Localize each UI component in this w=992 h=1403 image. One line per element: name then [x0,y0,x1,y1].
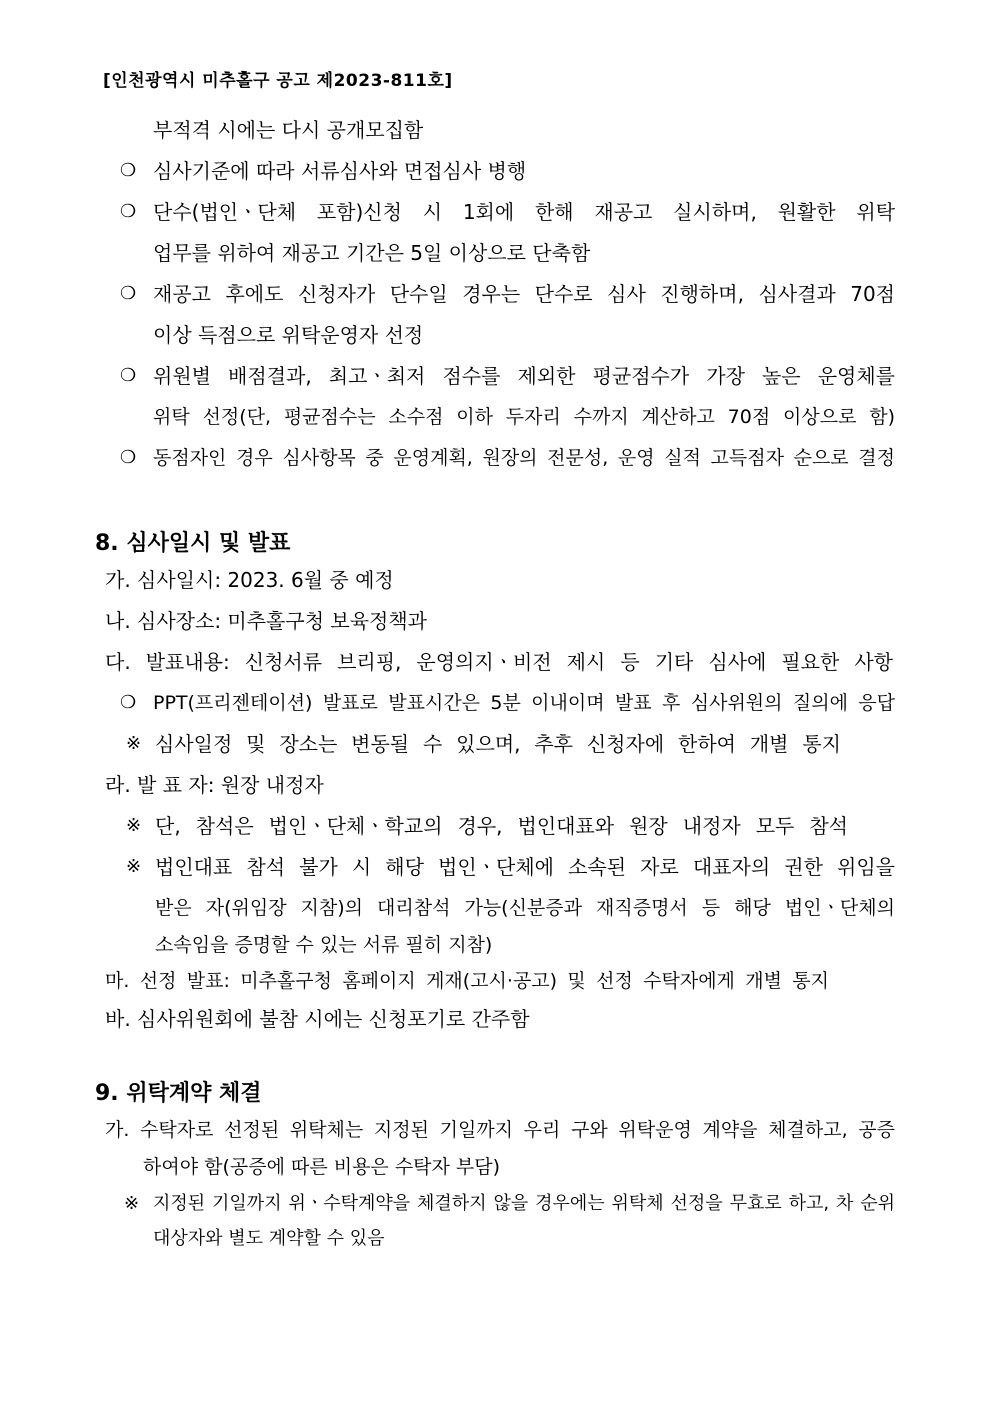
criteria-2-line-2: 업무를 위하여 재공고 기간은 5일 이상으로 단축함 [153,241,591,265]
section-8-item-ma: 마. 선정 발표: 미추홀구청 홈페이지 게재(고시·공고) 및 선정 수탁자에게 개별 통지 [105,970,829,992]
section-8-bullet-ppt: PPT(프리젠테이션) 발표로 발표시간은 5분 이내이며 발표 후 심사위원의 질의에 응답 [153,692,895,714]
section-9-note-line-2: 대상자와 별도 계약할 수 있음 [153,1228,385,1249]
section-8-title: 8. 심사일시 및 발표 [95,531,291,556]
section-9-item-ga-line-2: 하여야 함(공증에 따른 비용은 수탁자 부담) [143,1156,501,1178]
note-mark-icon: ※ [126,733,142,754]
section-8-item-ga: 가. 심사일시: 2023. 6월 중 예정 [105,568,394,592]
section-8-note-3-line-3: 소속임을 증명할 수 있는 서류 필히 지참) [155,934,493,956]
section-8-note-2: 단, 참석은 법인ㆍ단체ㆍ학교의 경우, 법인대표와 원장 내정자 모두 참석 [155,814,848,838]
notice-header: [인천광역시 미추홀구 공고 제2023-811호] [103,71,453,91]
criteria-3-line-2: 이상 득점으로 위탁운영자 선정 [153,323,424,347]
note-mark-icon: ※ [126,815,142,836]
section-9-note-line-1: 지정된 기일까지 위ㆍ수탁계약을 체결하지 않을 경우에는 위탁체 선정을 무효로 하고, 차 순위 [153,1193,895,1214]
note-mark-icon: ※ [126,856,142,877]
bullet-circle-icon: ❍ [120,365,137,386]
criteria-4-line-1: 위원별 배점결과, 최고ㆍ최저 점수를 제외한 평균점수가 가장 높은 운영체를 [153,364,895,388]
section-9-title: 9. 위탁계약 체결 [95,1081,262,1106]
bullet-circle-icon: ❍ [120,201,137,222]
bullet-circle-icon: ❍ [120,447,137,468]
criteria-2-line-1: 단수(법인ㆍ단체 포함)신청 시 1회에 한해 재공고 실시하며, 원활한 위탁 [153,200,895,224]
section-8-item-na: 나. 심사장소: 미추홀구청 보육정책과 [105,609,427,633]
criteria-5-line-1: 동점자인 경우 심사항목 중 운영계획, 원장의 전문성, 운영 실적 고득점자 순으로 결정 [153,447,895,469]
intro-line: 부적격 시에는 다시 공개모집함 [153,118,424,142]
section-8-item-ra: 라. 발 표 자: 원장 내정자 [105,773,324,797]
section-8-item-ba: 바. 심사위원회에 불참 시에는 신청포기로 간주함 [105,1007,530,1031]
criteria-1-line-1: 심사기준에 따라 서류심사와 면접심사 병행 [153,159,527,183]
section-9-item-ga-line-1: 가. 수탁자로 선정된 위탁체는 지정된 기일까지 우리 구와 위탁운영 계약을 체결하고, 공증 [105,1119,895,1141]
section-8-item-da: 다. 발표내용: 신청서류 브리핑, 운영의지ㆍ비전 제시 등 기타 심사에 필요한 사항 [105,650,893,674]
criteria-4-line-2: 위탁 선정(단, 평균점수는 소수점 이하 두자리 수까지 계산하고 70점 이상으로 함) [153,406,895,428]
bullet-circle-icon: ❍ [120,283,137,304]
bullet-circle-icon: ❍ [120,160,137,181]
section-8-note-3-line-2: 받은 자(위임장 지참)의 대리참석 가능(신분증과 재직증명서 등 해당 법인ㆍ단체의 [155,897,895,919]
note-mark-icon: ※ [124,1193,140,1214]
section-8-note-3-line-1: 법인대표 참석 불가 시 해당 법인ㆍ단체에 소속된 자로 대표자의 권한 위임을 [155,855,895,879]
criteria-3-line-1: 재공고 후에도 신청자가 단수일 경우는 단수로 심사 진행하며, 심사결과 70점 [153,282,895,306]
bullet-circle-icon: ❍ [120,692,137,713]
section-8-note-1: 심사일정 및 장소는 변동될 수 있으며, 추후 신청자에 한하여 개별 통지 [155,732,841,756]
